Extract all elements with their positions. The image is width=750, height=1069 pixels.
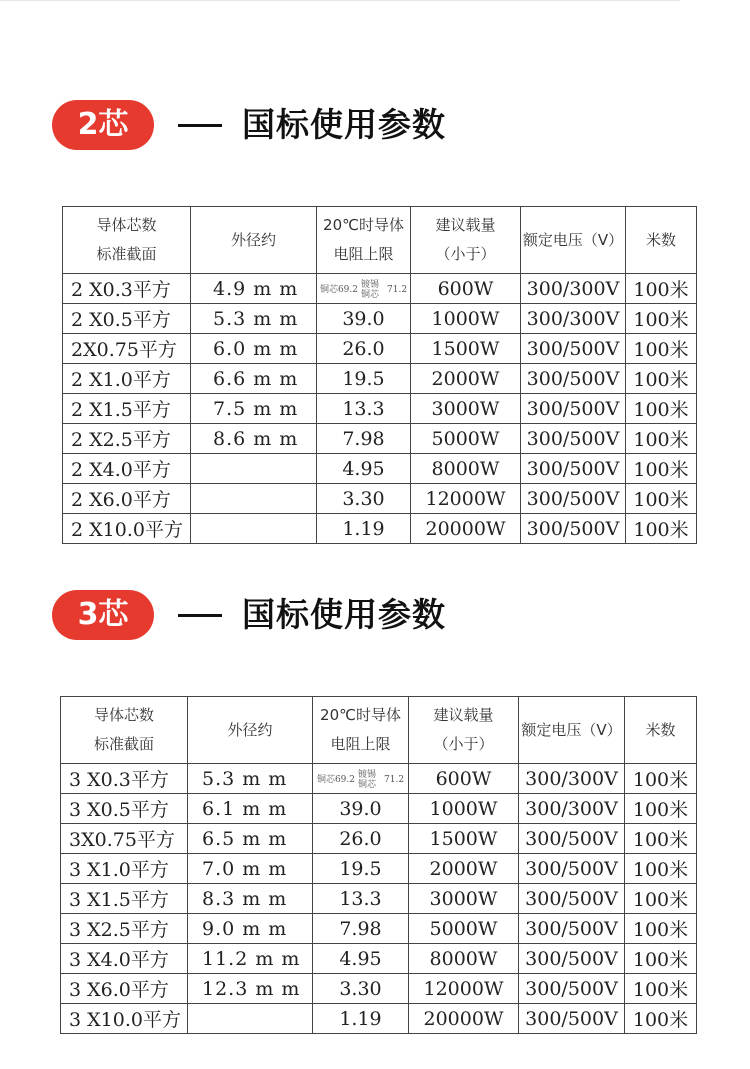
cell-resistance-copper: 铜芯69.2 镀锡铜芯 71.2 <box>317 274 411 304</box>
cell-length: 100米 <box>625 884 697 914</box>
cell-voltage: 300/500V <box>519 974 625 1004</box>
cell-voltage: 300/300V <box>519 794 625 824</box>
cell-voltage: 300/500V <box>521 424 626 454</box>
cell-outer-diameter: 6.6 m m <box>191 364 317 394</box>
cell-voltage: 300/500V <box>521 484 626 514</box>
cell-outer-diameter: 6.0 m m <box>191 334 317 364</box>
table-row <box>61 1004 697 1034</box>
cell-resistance: 13.3 <box>317 394 411 424</box>
cell-resistance: 26.0 <box>317 334 411 364</box>
cell-spec: 3X0.75平方 <box>61 824 188 854</box>
cell-spec: 3 X1.5平方 <box>61 884 188 914</box>
cell-resistance: 1.19 <box>313 1004 409 1034</box>
cell-spec: 2 X1.0平方 <box>63 364 191 394</box>
cell-voltage: 300/300V <box>521 274 626 304</box>
cell-outer-diameter: 8.3 m m <box>188 884 313 914</box>
cell-length: 100米 <box>625 794 697 824</box>
cell-spec: 3 X10.0平方 <box>61 1004 188 1034</box>
cell-voltage: 300/500V <box>521 514 626 544</box>
table-row <box>61 854 697 884</box>
cell-outer-diameter: 7.5 m m <box>191 394 317 424</box>
cell-outer-diameter <box>191 484 317 514</box>
header-resistance: 20℃时导体 电阻上限 <box>317 207 411 274</box>
cell-spec: 3 X0.3平方 <box>61 764 188 794</box>
core-badge: 3芯 <box>52 590 154 640</box>
cell-outer-diameter: 7.0 m m <box>188 854 313 884</box>
table-row <box>63 274 697 304</box>
table-row <box>61 794 697 824</box>
cell-load: 5000W <box>409 914 519 944</box>
spec-table <box>62 206 697 544</box>
cell-spec: 2 X6.0平方 <box>63 484 191 514</box>
table-row <box>61 764 697 794</box>
cell-resistance: 26.0 <box>313 824 409 854</box>
cell-load: 1000W <box>409 794 519 824</box>
cell-spec: 2 X0.3平方 <box>63 274 191 304</box>
cell-voltage: 300/500V <box>521 394 626 424</box>
cell-outer-diameter: 6.1 m m <box>188 794 313 824</box>
table-row <box>61 944 697 974</box>
cell-voltage: 300/500V <box>521 364 626 394</box>
cell-resistance: 13.3 <box>313 884 409 914</box>
header-outer-diameter: 外径约 <box>188 697 313 764</box>
cell-length: 100米 <box>626 514 697 544</box>
title-dash <box>178 124 222 127</box>
cell-voltage: 300/500V <box>519 914 625 944</box>
cell-length: 100米 <box>626 424 697 454</box>
table-row <box>61 884 697 914</box>
cell-resistance: 3.30 <box>313 974 409 1004</box>
cell-spec: 3 X1.0平方 <box>61 854 188 884</box>
cell-length: 100米 <box>625 764 697 794</box>
cell-load: 1000W <box>411 304 521 334</box>
cell-voltage: 300/300V <box>521 304 626 334</box>
header-length: 米数 <box>625 697 697 764</box>
cell-load: 12000W <box>411 484 521 514</box>
cell-length: 100米 <box>626 274 697 304</box>
cell-length: 100米 <box>625 914 697 944</box>
cell-outer-diameter: 8.6 m m <box>191 424 317 454</box>
table-row <box>61 824 697 854</box>
table-row <box>61 974 697 1004</box>
cell-load: 12000W <box>409 974 519 1004</box>
header-resistance: 20℃时导体 电阻上限 <box>313 697 409 764</box>
cell-length: 100米 <box>626 394 697 424</box>
header-load: 建议载量 （小于） <box>409 697 519 764</box>
cell-load: 20000W <box>409 1004 519 1034</box>
header-spec: 导体芯数 标准截面 <box>61 697 188 764</box>
cell-outer-diameter <box>191 454 317 484</box>
cell-outer-diameter: 6.5 m m <box>188 824 313 854</box>
title-dash <box>178 614 222 617</box>
cell-spec: 2 X2.5平方 <box>63 424 191 454</box>
cell-resistance: 1.19 <box>317 514 411 544</box>
header-voltage: 额定电压（V） <box>521 207 626 274</box>
section-title: 国标使用参数 <box>242 105 446 144</box>
cell-outer-diameter: 12.3 m m <box>188 974 313 1004</box>
cell-load: 1500W <box>411 334 521 364</box>
header-load: 建议载量 （小于） <box>411 207 521 274</box>
cell-length: 100米 <box>625 1004 697 1034</box>
section-title: 国标使用参数 <box>242 595 446 634</box>
cell-load: 2000W <box>409 854 519 884</box>
header-voltage: 额定电压（V） <box>519 697 625 764</box>
cell-length: 100米 <box>626 454 697 484</box>
cell-voltage: 300/500V <box>519 944 625 974</box>
cell-resistance: 3.30 <box>317 484 411 514</box>
cell-outer-diameter: 11.2 m m <box>188 944 313 974</box>
cell-voltage: 300/500V <box>519 824 625 854</box>
header-outer-diameter: 外径约 <box>191 207 317 274</box>
cell-outer-diameter: 9.0 m m <box>188 914 313 944</box>
cell-spec: 2 X0.5平方 <box>63 304 191 334</box>
table-row <box>63 304 697 334</box>
cell-load: 5000W <box>411 424 521 454</box>
cell-load: 600W <box>409 764 519 794</box>
cell-outer-diameter: 4.9 m m <box>191 274 317 304</box>
cell-spec: 3 X6.0平方 <box>61 974 188 1004</box>
table-header-row <box>61 697 697 764</box>
cell-resistance: 4.95 <box>317 454 411 484</box>
cell-spec: 2 X4.0平方 <box>63 454 191 484</box>
cell-length: 100米 <box>625 944 697 974</box>
table-row <box>63 394 697 424</box>
cell-voltage: 300/300V <box>519 764 625 794</box>
cell-voltage: 300/500V <box>519 854 625 884</box>
cell-outer-diameter <box>191 514 317 544</box>
table-row <box>63 454 697 484</box>
cell-voltage: 300/500V <box>521 454 626 484</box>
table-row <box>63 424 697 454</box>
cell-length: 100米 <box>625 824 697 854</box>
table-row <box>63 484 697 514</box>
cell-load: 8000W <box>409 944 519 974</box>
cell-length: 100米 <box>625 974 697 1004</box>
table-row <box>63 514 697 544</box>
table-row <box>61 914 697 944</box>
cell-voltage: 300/500V <box>519 1004 625 1034</box>
cell-length: 100米 <box>626 484 697 514</box>
cell-resistance: 19.5 <box>317 364 411 394</box>
cell-voltage: 300/500V <box>519 884 625 914</box>
table-row <box>63 364 697 394</box>
header-spec: 导体芯数 标准截面 <box>63 207 191 274</box>
cell-load: 3000W <box>409 884 519 914</box>
cell-length: 100米 <box>626 364 697 394</box>
cell-voltage: 300/500V <box>521 334 626 364</box>
cell-spec: 3 X4.0平方 <box>61 944 188 974</box>
cell-resistance: 39.0 <box>313 794 409 824</box>
cell-length: 100米 <box>626 304 697 334</box>
cell-load: 20000W <box>411 514 521 544</box>
spec-table <box>60 696 697 1034</box>
table-row <box>63 334 697 364</box>
cell-spec: 2X0.75平方 <box>63 334 191 364</box>
cell-load: 8000W <box>411 454 521 484</box>
cell-spec: 2 X1.5平方 <box>63 394 191 424</box>
core-badge: 2芯 <box>52 100 154 150</box>
cell-spec: 3 X0.5平方 <box>61 794 188 824</box>
cell-spec: 3 X2.5平方 <box>61 914 188 944</box>
cell-resistance: 7.98 <box>317 424 411 454</box>
cell-outer-diameter: 5.3 m m <box>188 764 313 794</box>
cell-load: 3000W <box>411 394 521 424</box>
cell-length: 100米 <box>626 334 697 364</box>
header-length: 米数 <box>626 207 697 274</box>
cell-load: 600W <box>411 274 521 304</box>
cell-length: 100米 <box>625 854 697 884</box>
cell-resistance-copper: 铜芯69.2 镀锡铜芯 71.2 <box>313 764 409 794</box>
table-header-row <box>63 207 697 274</box>
cell-resistance: 4.95 <box>313 944 409 974</box>
cell-resistance: 7.98 <box>313 914 409 944</box>
top-divider <box>0 0 680 1</box>
cell-outer-diameter: 5.3 m m <box>191 304 317 334</box>
cell-load: 2000W <box>411 364 521 394</box>
cell-resistance: 19.5 <box>313 854 409 884</box>
cell-spec: 2 X10.0平方 <box>63 514 191 544</box>
cell-outer-diameter <box>188 1004 313 1034</box>
cell-load: 1500W <box>409 824 519 854</box>
cell-resistance: 39.0 <box>317 304 411 334</box>
